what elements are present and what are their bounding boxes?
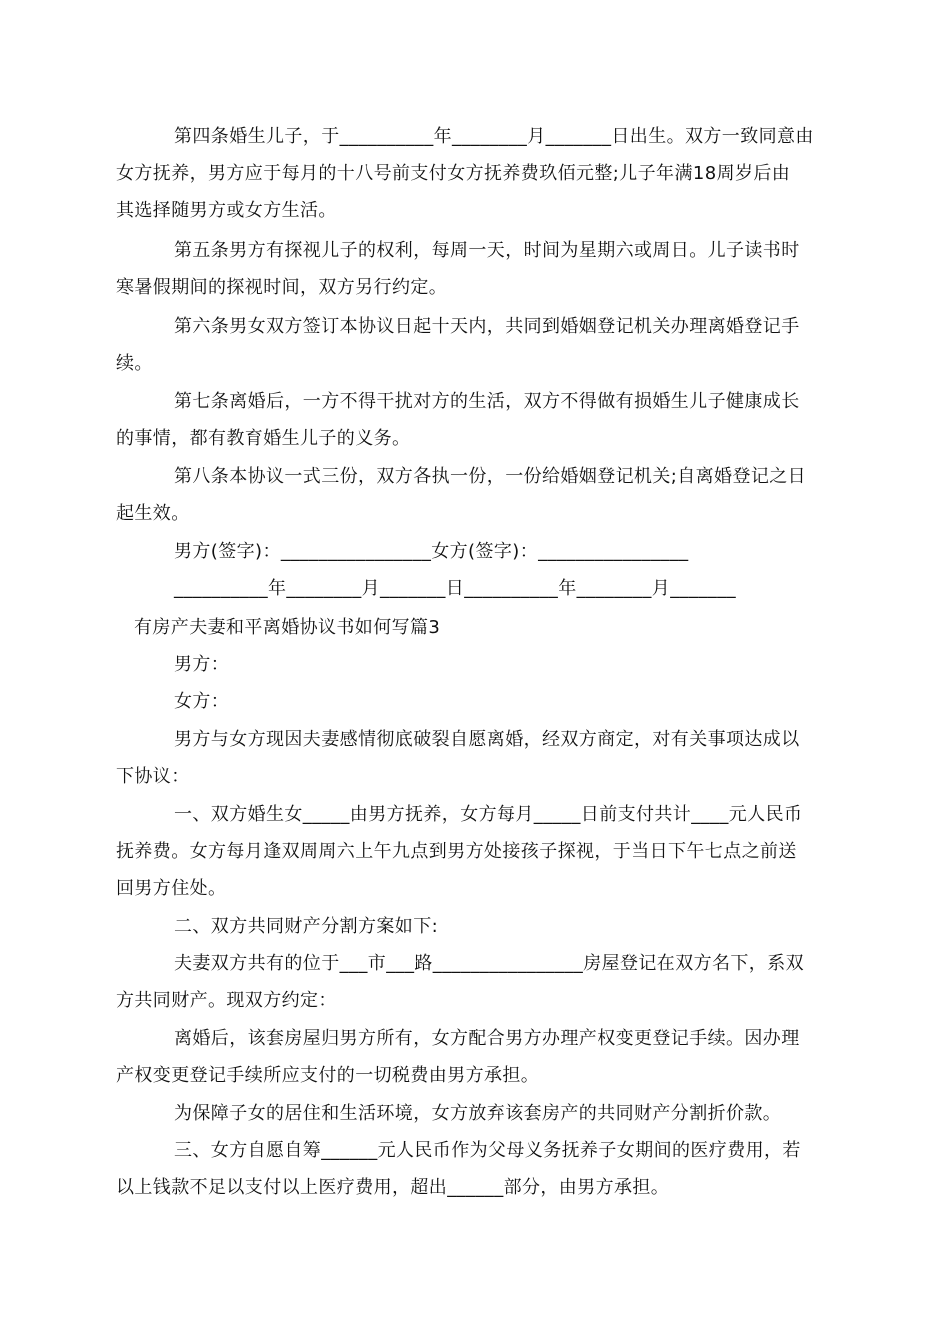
- section-heading: 有房产夫妻和平离婚协议书如何写篇3: [134, 617, 441, 638]
- text-line: 第六条男女双方签订本协议日起十天内，共同到婚姻登记机关办理离婚登记手: [174, 316, 800, 337]
- text-line: 寒暑假期间的探视时间，双方另行约定。: [116, 277, 448, 298]
- text-line: 第八条本协议一式三份，双方各执一份，一份给婚姻登记机关;自离婚登记之日: [174, 466, 807, 487]
- text-line: 三、女方自愿自筹______元人民币作为父母义务抚养子女期间的医疗费用，若: [174, 1140, 801, 1161]
- text-line: 方共同财产。现双方约定：: [116, 990, 337, 1011]
- party-male: 男方：: [174, 654, 230, 675]
- text-line: 续。: [116, 353, 153, 374]
- text-line: 为保障子女的居住和生活环境，女方放弃该套房产的共同财产分割折价款。: [174, 1103, 782, 1124]
- date-line: __________年________月_______日__________年________月_______: [174, 578, 736, 599]
- text-line: 回男方住处。: [116, 878, 227, 899]
- signature-line: 男方(签字)：________________女方(签字)：________________: [174, 541, 689, 562]
- text-line: 第四条婚生儿子，于__________年________月_______日出生。双方一致同意由: [174, 126, 814, 147]
- text-line: 离婚后，该套房屋归男方所有，女方配合男方办理产权变更登记手续。因办理: [174, 1028, 800, 1049]
- text-line: 产权变更登记手续所应支付的一切税费由男方承担。: [116, 1065, 540, 1086]
- text-line: 夫妻双方共有的位于___市___路________________房屋登记在双方名下，系双: [174, 953, 804, 974]
- text-line: 一、双方婚生女_____由男方抚养，女方每月_____日前支付共计____元人民币: [174, 804, 803, 825]
- text-line: 起生效。: [116, 503, 190, 524]
- text-line: 的事情，都有教育婚生儿子的义务。: [116, 428, 411, 449]
- text-line: 二、双方共同财产分割方案如下:: [174, 916, 439, 937]
- text-line: 女方抚养，男方应于每月的十八号前支付女方抚养费玖佰元整;儿子年满18周岁后由: [116, 163, 791, 184]
- text-line: 以上钱款不足以支付以上医疗费用，超出______部分，由男方承担。: [116, 1177, 670, 1198]
- text-line: 其选择随男方或女方生活。: [116, 200, 337, 221]
- text-line: 抚养费。女方每月逢双周周六上午九点到男方处接孩子探视，于当日下午七点之前送: [116, 841, 797, 862]
- text-line: 男方与女方现因夫妻感情彻底破裂自愿离婚，经双方商定，对有关事项达成以: [174, 729, 800, 750]
- text-line: 第七条离婚后，一方不得干扰对方的生活，双方不得做有损婚生儿子健康成长: [174, 391, 800, 412]
- party-female: 女方：: [174, 691, 230, 712]
- text-line: 第五条男方有探视儿子的权利，每周一天，时间为星期六或周日。儿子读书时: [174, 240, 800, 261]
- text-line: 下协议：: [116, 766, 190, 787]
